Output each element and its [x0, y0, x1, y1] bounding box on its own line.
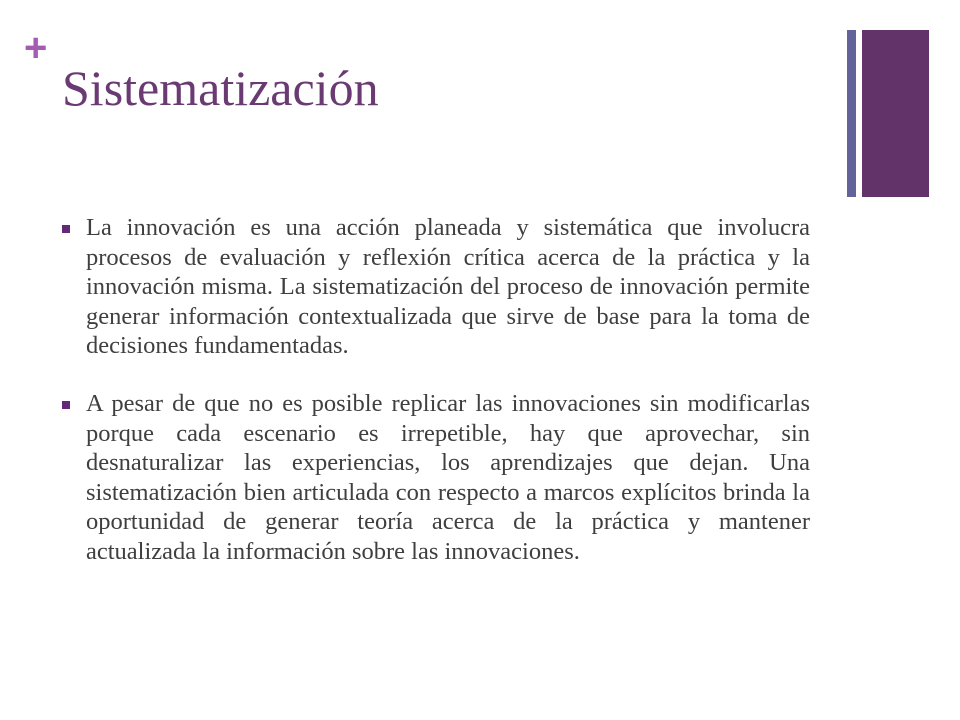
bullet-text: La innovación es una acción planeada y sistemática que involucra procesos de evaluación y reflexión crítica acerca de la práctica y la innovación misma. La sistematización del proceso de innovación permite generar información contextualizada que sirve de base para la toma de decisiones fundamentadas. — [86, 214, 810, 360]
bullet-text: A pesar de que no es posible replicar las innovaciones sin modificarlas porque cada escenario es irrepetible, hay que aprovechar, sin desnaturalizar las experiencias, los aprendizajes que dejan. Una sistematización bien articulada con respecto a marcos explícitos brinda la oportunidad de generar teoría acerca de la práctica y mantener actualizada la información sobre las innovaciones. — [86, 389, 810, 565]
bullet-item — [62, 213, 810, 361]
bullet-item — [62, 389, 810, 567]
square-bullet-icon — [62, 225, 70, 233]
decorative-bar-thin — [847, 30, 856, 197]
square-bullet-icon — [62, 401, 70, 409]
bullet-list — [62, 213, 810, 595]
decorative-bar-thick — [862, 30, 929, 197]
plus-icon: + — [24, 26, 48, 70]
slide-title: Sistematización — [62, 60, 379, 116]
